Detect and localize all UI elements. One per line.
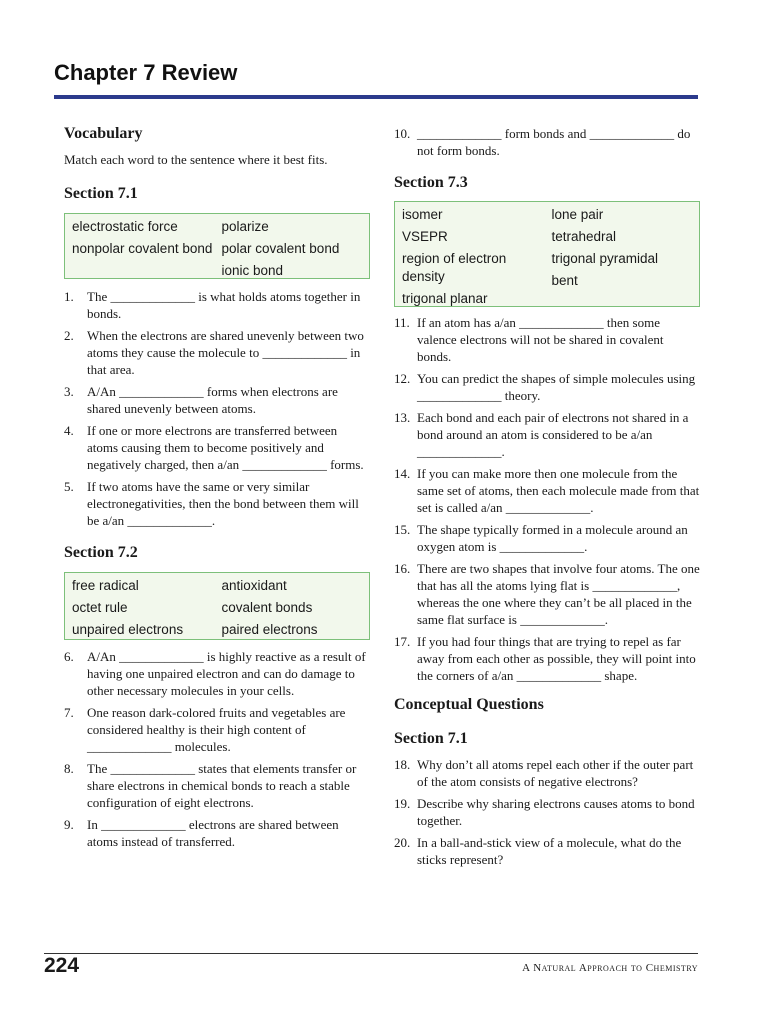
word-bank-term: covalent bonds	[221, 600, 313, 615]
word-bank-term: bent	[551, 273, 578, 288]
question-item	[394, 756, 700, 790]
word-bank-column	[72, 218, 214, 280]
footer-divider	[44, 953, 698, 954]
word-bank-term: polarize	[221, 219, 269, 234]
word-bank-term: isomer	[402, 207, 443, 222]
word-bank-term: nonpolar covalent bond	[72, 241, 213, 256]
question-item	[394, 370, 700, 404]
question-item	[394, 560, 700, 628]
question-text: The _____________ is what holds atoms together in bonds.	[87, 289, 361, 321]
question-text: When the electrons are shared unevenly between two atoms they cause the molecule to _____________ in that area.	[87, 328, 364, 377]
question-number: 8.	[64, 761, 74, 776]
question-item	[64, 478, 370, 529]
question-text: If an atom has a/an _____________ then some valence electrons will not be shared in covalent bonds.	[417, 315, 664, 364]
word-bank-term: paired electrons	[221, 622, 318, 637]
conceptual-section-7-1-heading: Section 7.1	[394, 730, 468, 747]
question-text: If you had four things that are trying to repel as far away from each other as possible, they will point into the corners of a/an _____________ shape.	[417, 634, 696, 683]
conceptual-questions-heading: Conceptual Questions	[394, 696, 544, 713]
section-7-3-heading: Section 7.3	[394, 174, 468, 191]
word-bank-7-3	[394, 201, 700, 307]
question-number: 16.	[394, 561, 411, 576]
word-bank-term: tetrahedral	[551, 229, 617, 244]
vocabulary-intro: Match each word to the sentence where it best fits.	[64, 152, 328, 167]
question-number: 11.	[394, 315, 410, 330]
question-item	[64, 422, 370, 473]
question-number: 6.	[64, 649, 74, 664]
word-bank-column	[222, 218, 364, 280]
right-column	[394, 125, 700, 873]
word-bank-term: trigonal planar	[402, 291, 488, 306]
word-bank-7-1	[64, 213, 370, 279]
question-item	[394, 314, 700, 365]
word-bank-term: ionic bond	[221, 263, 284, 278]
question-item	[394, 795, 700, 829]
question-text: If one or more electrons are transferred between atoms causing them to become positively and negatively charged, then a/an _____________ forms.	[87, 423, 364, 472]
page-number: 224	[44, 954, 80, 977]
question-number: 14.	[394, 466, 411, 481]
question-item	[64, 383, 370, 417]
question-item	[394, 409, 700, 460]
word-bank-term: octet rule	[72, 600, 128, 615]
left-column	[64, 125, 370, 855]
word-bank-column	[402, 206, 544, 308]
question-item	[64, 760, 370, 811]
word-bank-column	[552, 206, 694, 308]
vocabulary-heading: Vocabulary	[64, 125, 143, 142]
word-bank-term: region of electron density	[402, 251, 507, 284]
section-7-2-heading: Section 7.2	[64, 544, 138, 561]
question-item	[64, 816, 370, 850]
question-number: 9.	[64, 817, 74, 832]
word-bank-term: lone pair	[551, 207, 604, 222]
word-bank-term: trigonal pyramidal	[551, 251, 659, 266]
question-text: A/An _____________ forms when electrons are shared unevenly between atoms.	[87, 384, 338, 416]
book-title: A Natural Approach to Chemistry	[522, 962, 698, 974]
question-item	[64, 648, 370, 699]
question-number: 2.	[64, 328, 74, 343]
word-bank-term: electrostatic force	[72, 219, 178, 234]
question-item	[394, 125, 700, 159]
word-bank-term: antioxidant	[221, 578, 287, 593]
word-bank-column	[222, 577, 364, 639]
section-7-1-heading: Section 7.1	[64, 185, 138, 202]
question-number: 10.	[394, 126, 411, 141]
conceptual-question-list	[394, 756, 700, 868]
question-number: 1.	[64, 289, 74, 304]
question-text: _____________ form bonds and _____________ do not form bonds.	[417, 126, 691, 158]
question-list-7-3	[394, 314, 700, 684]
question-text: One reason dark-colored fruits and vegetables are considered healthy is their high content of _____________ molecules.	[87, 705, 346, 754]
question-item	[394, 633, 700, 684]
word-bank-term: polar covalent bond	[221, 241, 340, 256]
word-bank-term: VSEPR	[402, 229, 448, 244]
question-list-7-1	[64, 288, 370, 529]
question-number: 18.	[394, 757, 411, 772]
question-item	[64, 327, 370, 378]
question-list-7-2-continued	[394, 125, 700, 159]
question-text: The _____________ states that elements transfer or share electrons in chemical bonds to reach a stable configuration of eight electrons.	[87, 761, 357, 810]
word-bank-7-2	[64, 572, 370, 640]
question-text: You can predict the shapes of simple molecules using _____________ theory.	[417, 371, 696, 403]
question-text: Why don’t all atoms repel each other if the outer part of the atom consists of negative electrons?	[417, 757, 694, 789]
question-text: The shape typically formed in a molecule around an oxygen atom is _____________.	[417, 522, 688, 554]
question-text: In _____________ electrons are shared between atoms instead of transferred.	[87, 817, 339, 849]
question-number: 5.	[64, 479, 74, 494]
word-bank-term: unpaired electrons	[72, 622, 184, 637]
word-bank-column	[72, 577, 214, 639]
question-item	[394, 465, 700, 516]
question-text: A/An _____________ is highly reactive as a result of having one unpaired electron and can do damage to other necessary molecules in your cells.	[87, 649, 366, 698]
question-number: 15.	[394, 522, 411, 537]
word-bank-term: free radical	[72, 578, 139, 593]
question-text: Describe why sharing electrons causes atoms to bond together.	[417, 796, 695, 828]
question-item	[394, 834, 700, 868]
question-number: 17.	[394, 634, 411, 649]
question-number: 13.	[394, 410, 411, 425]
question-text: There are two shapes that involve four atoms. The one that has all the atoms lying flat is _____________, whereas the one where they can’t be all placed in the same flat surface is _____________.	[417, 561, 700, 627]
question-text: If two atoms have the same or very similar electronegativities, then the bond between them will be a/an _____________.	[87, 479, 359, 528]
question-text: If you can make more then one molecule from the same set of atoms, then each molecule made from that set is called a/an _____________.	[417, 466, 700, 515]
title-divider	[54, 95, 698, 99]
question-item	[64, 704, 370, 755]
question-number: 20.	[394, 835, 411, 850]
question-number: 12.	[394, 371, 411, 386]
question-text: Each bond and each pair of electrons not shared in a bond around an atom is considered to be a/an _____________.	[417, 410, 689, 459]
question-item	[394, 521, 700, 555]
question-number: 19.	[394, 796, 411, 811]
question-list-7-2	[64, 648, 370, 850]
question-number: 7.	[64, 705, 74, 720]
page-title: Chapter 7 Review	[54, 60, 238, 85]
question-number: 4.	[64, 423, 74, 438]
question-text: In a ball-and-stick view of a molecule, what do the sticks represent?	[417, 835, 682, 867]
question-item	[64, 288, 370, 322]
question-number: 3.	[64, 384, 74, 399]
